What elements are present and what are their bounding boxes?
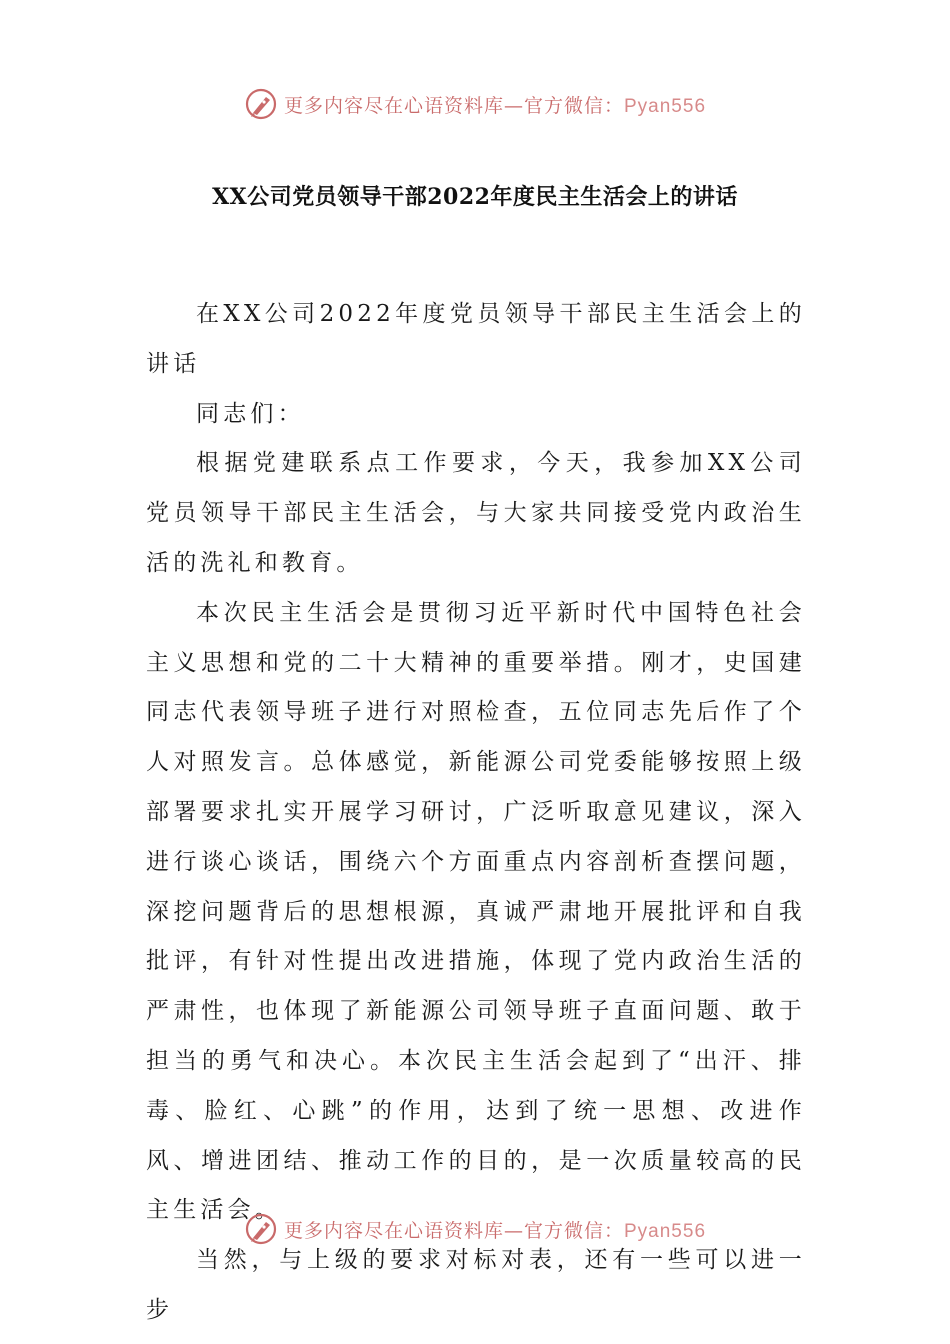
watermark-text: 更多内容尽在心语资料库—官方微信：Pyan556 — [283, 94, 707, 117]
paragraph: 当然，与上级的要求对标对表，还有一些可以进一步 — [146, 1247, 806, 1323]
watermark-wechat-id: Pyan556 — [624, 95, 707, 117]
watermark-wechat-id: Pyan556 — [624, 1220, 707, 1242]
document-title: XX公司党员领导干部2022年度民主生活会上的讲话 — [212, 184, 738, 210]
paragraph: 本次民主生活会是贯彻习近平新时代中国特色社会主义思想和党的二十大精神的重要举措。刚才，史国建同志代表领导班子进行对照检查，五位同志先后作了个人对照发言。总体感觉，新能源公司党委能够按照上级部署要求扎实开展学习研讨，广泛听取意见建议，深入进行谈心谈话，围绕六个方面重点内容剖析查摆问题，深挖问题背后的思想根源，真诚严肃地开展批评和自我批评，有针对性提出改进措施，体现了党内政治生活的严肃性，也体现了新能源公司领导班子直面问题、敢于担当的勇气和决心。本次民主生活会起到了“出汗、排毒、脸红、心跳”的作用，达到了统一思想、改进作风、增进团结、推动工作的目的，是一次质量较高的民主生活会。 — [146, 599, 806, 1224]
watermark-text: 更多内容尽在心语资料库—官方微信：Pyan556 — [283, 1219, 707, 1242]
watermark-header — [0, 84, 950, 124]
paragraph-subtitle: 在XX公司2022年度党员领导干部民主生活会上的讲话 — [146, 301, 806, 377]
watermark-footer — [0, 1209, 950, 1249]
document-body — [146, 290, 806, 1336]
pen-nib-icon — [244, 87, 278, 121]
pen-nib-icon — [244, 1212, 278, 1246]
paragraph: 根据党建联系点工作要求，今天，我参加XX公司党员领导干部民主生活会，与大家共同接受党内政治生活的洗礼和教育。 — [146, 450, 806, 576]
paragraph-salutation: 同志们： — [196, 400, 305, 427]
